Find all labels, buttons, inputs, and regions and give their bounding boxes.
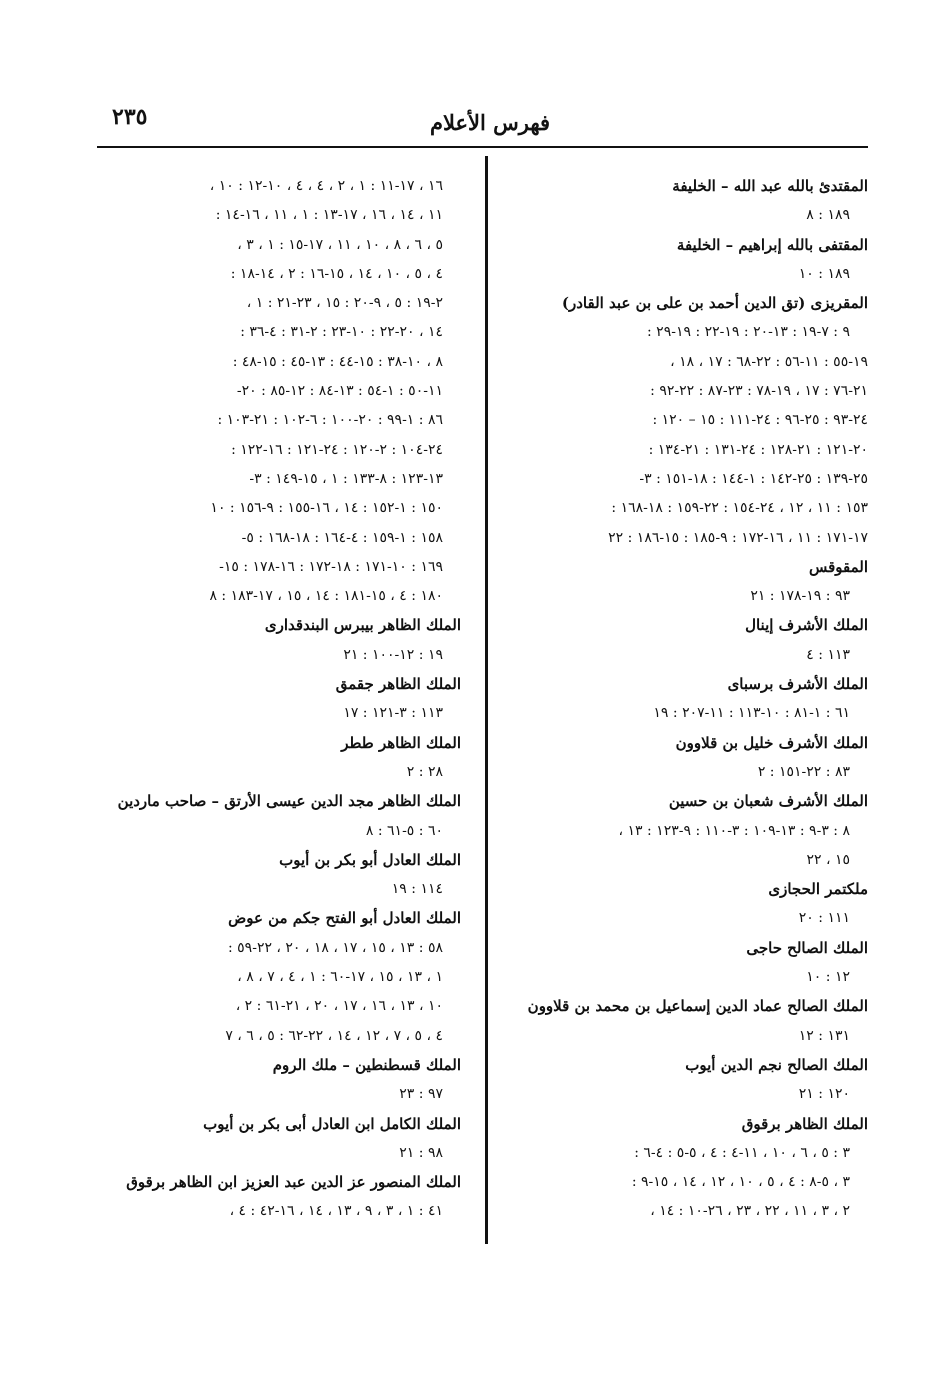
index-entry-refs: ١١ ، ١٤ ، ١٦ ، ١٧-١٣ : ١ ، ١١ ، ١٦-١٤ : [215, 207, 443, 224]
index-column-left [97, 172, 461, 1227]
index-entry-refs: ١٢ : ١٠ [806, 969, 850, 986]
index-entry-refs: ١١١ : ٢٠ [798, 910, 850, 927]
index-entry-refs: ٣ ، ٥-٨ : ٤ ، ٥ ، ١٠ ، ١٢ ، ١٤ ، ١٥-٩ : [631, 1174, 850, 1191]
index-entry-refs: ٩ : ٧-١٩ : ١٣-٢٠ : ١٩-٢٢ : ١٩-٢٩ : [647, 324, 850, 341]
index-entry-refs: ١١٤ : ١٩ [391, 881, 443, 898]
index-entry-refs: ٥٨ : ١٣ ، ١٥ ، ١٧ ، ١٨ ، ٢٠ ، ٢٢-٥٩ : [227, 939, 443, 956]
index-entry-refs: ٤١ : ١ ، ٣ ، ٩ ، ١٣ ، ١٤ ، ١٦-٤٢ : ٤ ، [229, 1203, 443, 1220]
index-entry-name: الملك الأشرف خليل بن قلاوون [675, 733, 868, 752]
index-entry-refs: ١٩-٥٥ : ١١-٥٦ : ٢٢-٦٨ : ١٧ ، ١٨ ، [670, 353, 868, 370]
index-entry-name: الملك الصالح عماد الدين إسماعيل بن محمد بن قلاوون [527, 997, 868, 1016]
index-entry-refs: ١٠ ، ١٣ ، ١٦ ، ١٧ ، ٢٠ ، ٢١-٦١ : ٢ ، [235, 998, 443, 1015]
index-entry-refs: ٣ : ٥ ، ٦ ، ١٠ ، ١١-٤ : ٤ ، ٥-٥ : ٤-٦ : [634, 1144, 850, 1161]
index-entry-refs: ٨٣ : ٢٢-١٥١ : ٢ [757, 763, 850, 780]
index-entry-name: ملكتمر الحجازى [768, 880, 868, 899]
index-entry-refs: ١ ، ١٣ ، ١٥ ، ١٧-٦٠ : ١ ، ٤ ، ٧ ، ٨ ، [237, 969, 443, 986]
index-entry-name: الملك الأشرف برسباى [727, 675, 868, 694]
index-entry-name: الملك الظاهر بيبرس البندقدارى [264, 616, 461, 635]
index-entry-refs: ١٥٣ : ١١ ، ١٢ ، ٢٤-١٥٤ : ٢٢-١٥٩ : ١٨-١٦٨ : [611, 500, 868, 517]
index-entry-refs: ١٨٩ : ١٠ [798, 265, 850, 282]
index-column-right [498, 172, 868, 1227]
index-entry-refs: ٢٨ : ٢ [406, 763, 443, 780]
index-entry-refs: ١٣١ : ١٢ [798, 1027, 850, 1044]
header-rule [97, 146, 868, 148]
index-entry-name: المقوقس [808, 557, 868, 576]
index-entry-refs: ٦٠ : ٥-٦١ : ٨ [365, 822, 443, 839]
index-entry-refs: ١٥٨ : ١-١٥٩ : ٤-١٦٤ : ١٨-١٦٨ : ٥- [241, 529, 443, 546]
page-title: فهرس الأعلام [429, 110, 551, 135]
index-entry-name: المقتفى بالله إبراهيم – الخليفة [676, 235, 868, 254]
index-entry-refs: ٢١-٧٦ : ١٧ ، ١٩-٧٨ : ٢٣-٨٧ : ٢٢-٩٢ : [650, 383, 868, 400]
index-entry-refs: ١١-٥٠ : ١-٥٤ : ١٣-٨٤ : ١٢-٨٥ : ٢٠- [236, 383, 443, 400]
index-entry-refs: ٩٨ : ٢١ [399, 1144, 443, 1161]
index-entry-name: الملك الظاهر ططر [341, 733, 461, 752]
index-entry-refs: ٩٧ : ٢٣ [399, 1086, 443, 1103]
index-entry-name: الملك قسطنطين – ملك الروم [272, 1055, 461, 1074]
index-entry-name: الملك الكامل ابن العادل أبى بكر بن أيوب [203, 1114, 461, 1133]
index-entry-refs: ٤ ، ٥ ، ٧ ، ١٢ ، ١٤ ، ٢٢-٦٢ : ٥ ، ٦ ، ٧ [225, 1027, 443, 1044]
index-entry-refs: ١٧-١٧١ : ١١ ، ١٦-١٧٢ : ٩-١٨٥ : ١٥-١٨٦ : ٢٢ [608, 529, 868, 546]
index-entry-refs: ١١٣ : ٣-١٢١ : ١٧ [343, 705, 443, 722]
index-entry-name: الملك الظاهر مجد الدين عيسى الأرتق – صاحب ماردين [117, 792, 461, 811]
index-entry-name: الملك العادل أبو بكر بن أيوب [279, 850, 461, 869]
index-entry-name: الملك الظاهر برقوق [741, 1114, 868, 1133]
index-entry-refs: ٢-١٩ : ٥ ، ٩-٢٠ : ١٥ ، ٢٣-٢١ : ١ ، [246, 295, 443, 312]
index-entry-name: الملك الصالح حاجى [746, 938, 868, 957]
index-entry-refs: ١٨٩ : ٨ [806, 207, 850, 224]
index-entry-name: المقريزى (تق الدين أحمد بن على بن عبد القادر) [561, 294, 868, 313]
index-entry-name: الملك المنصور عز الدين عبد العزيز ابن الظاهر برقوق [126, 1173, 461, 1192]
index-entry-refs: ١٥٠ : ١-١٥٢ : ١٤ ، ١٦-١٥٥ : ٩-١٥٦ : ١٠ [210, 500, 443, 517]
index-entry-name: الملك الظاهر جقمق [335, 675, 461, 694]
index-entry-refs: ٩٣ : ١٩-١٧٨ : ٢١ [750, 588, 850, 605]
index-entry-refs: ١٥ ، ٢٢ [806, 851, 850, 868]
index-entry-refs: ١١٣ : ٤ [806, 646, 850, 663]
column-divider [485, 156, 488, 1244]
index-entry-refs: ٢٥-١٣٩ : ٢٥-١٤٢ : ١-١٤٤ : ١٨-١٥١ : ٣- [639, 470, 868, 487]
index-entry-refs: ٦١ : ١-٨١ : ١٠-١١٣ : ١١-٢٠٧ : ١٩ [653, 705, 850, 722]
index-entry-name: الملك الأشرف إينال [745, 616, 868, 635]
index-entry-refs: ١٢٠ : ٢١ [798, 1086, 850, 1103]
index-entry-name: الملك العادل أبو الفتح جكم من عوض [228, 909, 461, 928]
index-entry-refs: ١٣-١٢٣ : ٨-١٣٣ : ١ ، ١٥-١٤٩ : ٣- [249, 470, 443, 487]
index-entry-refs: ٢٤-١٠٤ : ٢-١٢٠ : ٢٤-١٢١ : ١٦-١٢٢ : [231, 441, 443, 458]
index-entry-refs: ٢٠-١٢١ : ٢١-١٢٨ : ٢٤-١٣١ : ٢١-١٣٤ : [648, 441, 868, 458]
index-entry-refs: ١٦ ، ١٧-١١ : ١ ، ٢ ، ٤ ، ٤ ، ١٠-١٢ : ١٠ ، [209, 178, 443, 194]
index-entry-name: الملك الصالح نجم الدين أيوب [685, 1055, 868, 1074]
index-entry-refs: ٨ ، ١٠-٣٨ : ١٥-٤٤ : ١٣-٤٥ : ١٥-٤٨ : [232, 353, 443, 370]
index-entry-refs: ٨٦ : ١-٩٩ : ٢٠-١٠٠ : ٦-١٠٢ : ٢١-١٠٣ : [217, 412, 443, 429]
index-entry-refs: ٤ ، ٥ ، ١٠ ، ١٤ ، ١٥-١٦ : ٢ ، ١٤-١٨ : [230, 265, 443, 282]
index-entry-refs: ١٩ : ١٢-١٠٠ : ٢١ [343, 646, 443, 663]
page-number: ٢٣٥ [112, 104, 148, 130]
index-entry-name: المقتدئ بالله عبد الله – الخليفة [672, 177, 868, 195]
index-entry-refs: ٨ : ٣-٩ : ١٣-١٠٩ : ٣-١١٠ : ٩-١٢٣ : ١٣ ، [618, 822, 850, 839]
index-entry-name: الملك الأشرف شعبان بن حسين [668, 792, 868, 811]
index-entry-refs: ١٦٩ : ١٠-١٧١ : ١٨-١٧٢ : ١٦-١٧٨ : ١٥- [219, 558, 443, 575]
index-entry-refs: ٢٤-٩٣ : ٢٥-٩٦ : ٢٤-١١١ : ١٥ – ١٢٠ : [652, 412, 868, 429]
index-entry-refs: ٢ ، ٣ ، ١١ ، ٢٢ ، ٢٣ ، ٢٦-١٠ : ١٤ ، [650, 1203, 850, 1220]
index-entry-refs: ٥ ، ٦ ، ٨ ، ١٠ ، ١١ ، ١٧-١٥ : ١ ، ٣ ، [237, 236, 443, 253]
index-entry-refs: ١٤ ، ٢٠-٢٢ : ١٠-٢٣ : ٢-٣١ : ٤-٣٦ : [240, 324, 443, 341]
index-entry-refs: ١٨٠ : ٤ ، ١٥-١٨١ : ١٤ ، ١٥ ، ١٧-١٨٣ : ٨ [209, 588, 443, 605]
